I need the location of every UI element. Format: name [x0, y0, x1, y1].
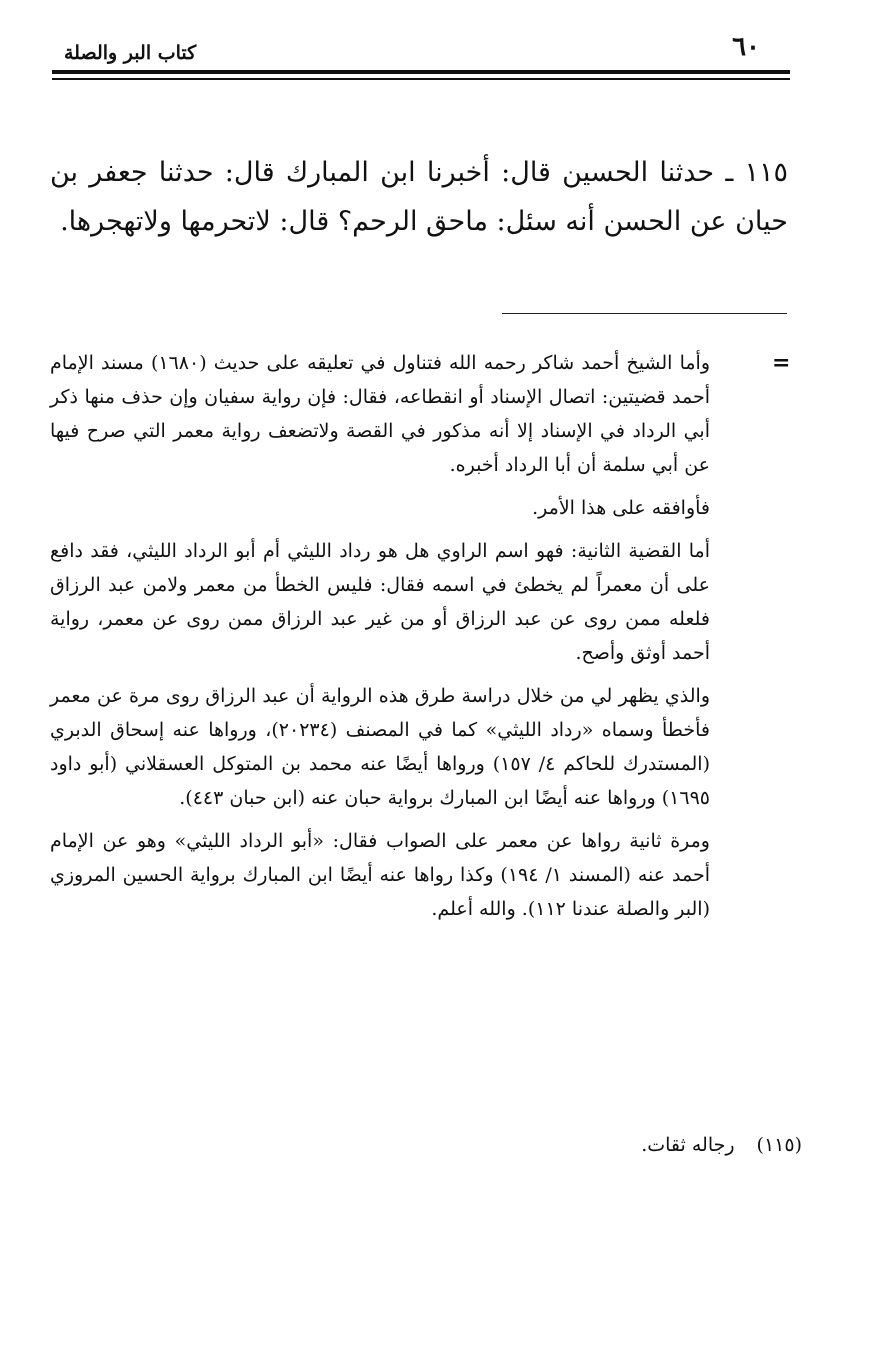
footnote-paragraph: أما القضية الثانية: فهو اسم الراوي هل هو رداد الليثي أم أبو الرداد الليثي، فقد دافع على أن معمراً لم يخطئ في اسمه فقال: فليس الخطأ من معمر ولامن عبد الرزاق فلعله ممن روى عن عبد الرزاق أو من غير عبد الرزاق ممن روى عن معمر، رواية أحمد أوثق وأصح.: [50, 540, 710, 664]
footnotes: [50, 346, 710, 935]
hadith-text: ١١٥ ـ حدثنا الحسين قال: أخبرنا ابن المبارك قال: حدثنا جعفر بن حيان عن الحسن أنه سئل: ماحق الرحم؟ قال: لاتحرمها ولاتهجرها.: [50, 157, 788, 237]
footnote-separator: [502, 313, 787, 314]
hadith-note: [102, 1128, 802, 1162]
note-number: (١١٥): [756, 1134, 802, 1156]
footnote-paragraph: فأوافقه على هذا الأمر.: [532, 497, 710, 519]
page-number: ٦٠: [732, 32, 760, 62]
running-header: [52, 32, 790, 68]
footnote-paragraph: والذي يظهر لي من خلال دراسة طرق هذه الرواية أن عبد الرزاق روى مرة عن معمر فأخطأ وسماه «رداد الليثي» كما في المصنف (٢٠٢٣٤)، ورواها عنه إسحاق الدبري (المستدرك للحاكم ٤/ ١٥٧) ورواها أيضًا عنه محمد بن المتوكل العسقلاني (أبو داود ١٦٩٥) ورواها عنه أيضًا ابن المبارك برواية حبان عنه (ابن حبان ٤٤٣).: [50, 685, 710, 809]
footnote-paragraph: ومرة ثانية رواها عن معمر على الصواب فقال: «أبو الرداد الليثي» وهو عن الإمام أحمد عنه (المسند ١/ ١٩٤) وكذا رواها عنه أيضًا ابن المبارك برواية الحسين المروزي (البر والصلة عندنا ١١٢). والله أعلم.: [50, 830, 710, 920]
footnote-paragraph: وأما الشيخ أحمد شاكر رحمه الله فتناول في تعليقه على حديث (١٦٨٠) مسند الإمام أحمد قضيتين: اتصال الإسناد أو انقطاعه، فقال: فإن رواية سفيان وإن حذف منها ذكر أبي الرداد في الإسناد إلا أنه مذكور في القصة ولاتضعف رواية معمر التي صرح فيها عن أبي سلمة أن أبا الرداد أخبره.: [50, 352, 710, 476]
header-rule-thick: [52, 70, 790, 74]
book-title: كتاب البر والصلة: [64, 42, 197, 64]
note-text: رجاله ثقات.: [641, 1134, 735, 1156]
continuation-mark: =: [772, 350, 791, 376]
header-rule-thin: [52, 78, 790, 80]
